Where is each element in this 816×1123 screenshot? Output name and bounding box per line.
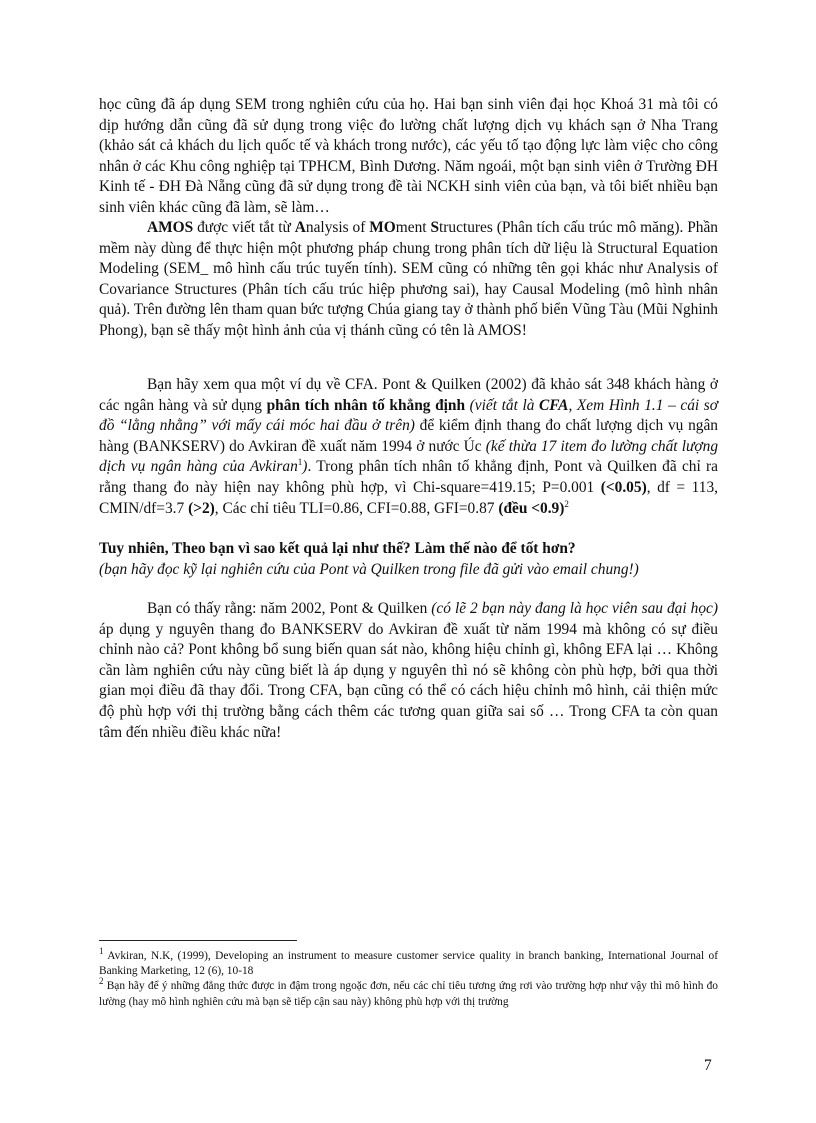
paragraph-cfa-example	[99, 375, 718, 519]
text-run: . Trong phân tích nhân tố khẳng định, Pont và Quilken đã chỉ ra rằng thang đo này hiện nay không phù hợp, vì Chi-square=419.15; P=0.001	[99, 458, 718, 496]
amos-term: AMOS	[147, 219, 194, 236]
paragraph-sem-usage	[99, 95, 718, 219]
paragraph-text: học cũng đã áp dụng SEM trong nghiên cứu của họ. Hai bạn sinh viên đại học Khoá 31 mà tôi có dịp hướng dẫn cũng đã sử dụng trong việc đo lường chất lượng dịch vụ khách sạn ở Nha Trang (khảo sát cả khách du lịch quốc tế và khách trong nước), các yếu tố tạo động lực làm việc cho công nhân ở các Khu công nghiệp tại TPHCM, Bình Dương. Năm ngoái, một bạn sinh viên ở Trường ĐH Kinh tế - ĐH Đà Nẵng cũng đã sử dụng trong đề tài NCKH sinh viên của bạn, và tôi biết nhiều bạn sinh viên khác cũng đã làm, sẽ làm…	[99, 96, 718, 216]
bold-value: (đều <0.9)	[498, 499, 565, 517]
text-run: được viết tắt từ	[193, 219, 295, 236]
acronym-letter: MO	[369, 219, 396, 236]
footnotes	[99, 946, 718, 1010]
italic-run: (có lẽ 2 bạn này đang là học viên sau đại học)	[431, 600, 718, 617]
question-block	[99, 539, 718, 580]
footnote-mark: 2	[99, 976, 104, 987]
acronym-letter: S	[430, 219, 439, 236]
text-run: áp dụng y nguyên thang đo BANKSERV do Avkiran đề xuất từ năm 1994 mà không có sự điều chỉnh nào cả? Pont không bổ sung biến quan sát nào, không hiệu chỉnh gì, không EFA lại … Không cần làm nghiên cứu này cũng biết là áp dụng y nguyên thì nó sẽ không còn phù hợp, bởi qua thời gian mọi điều đã thay đổi. Trong CFA, bạn cũng có thể có cách hiệu chỉnh mô hình, cải thiện mức độ phù hợp với thị trường bằng cách thêm các tương quan giữa sai số … Trong CFA ta còn quan tâm đến nhiều điều khác nữa!	[99, 620, 718, 741]
acronym-letter: A	[294, 219, 306, 236]
text-run: ment	[395, 219, 431, 236]
cfa-abbrev: CFA	[539, 396, 569, 414]
bold-value: (<0.05)	[600, 478, 647, 496]
paragraph-discussion	[99, 599, 718, 743]
text-run: nalysis of	[305, 219, 370, 236]
paragraph-amos-definition	[99, 218, 718, 342]
text-run: , df = 113, CMIN/df=3.7	[99, 478, 718, 517]
footnote-ref[interactable]: 1	[297, 457, 303, 468]
footnote-2	[99, 976, 718, 1009]
italic-run: (kế thừa 17 item đo lường chất lượng dịch vụ ngân hàng của Avkiran	[99, 437, 719, 476]
footnote-ref[interactable]: 2	[564, 498, 569, 509]
text-run: để kiểm định thang đo chất lượng dịch vụ ngân hàng (BANKSERV) do Avkiran đề xuất năm 1994 ở nước Úc	[99, 417, 718, 455]
footnote-text: Bạn hãy để ý những đẳng thức được in đậm trong ngoặc đơn, nếu các chỉ tiêu tương ứng rơi vào trường hợp như vậy thì mô hình đo lường (hay mô hình nghiên cứu mà bạn sẽ tiếp cận sau này) không phù hợp với thị trường	[99, 980, 718, 1008]
footnote-text: Avkiran, N.K, (1999), Developing an instrument to measure customer service quality in branch banking, International Journal of Banking Marketing, 12 (6), 10-18	[99, 950, 718, 978]
italic-run: )	[302, 458, 308, 476]
text-run: tructures (Phân tích cấu trúc mô măng). Phần mềm này dùng để thực hiện một phương pháp chung trong phân tích dữ liệu là Structural Equation Modeling (SEM_ mô hình cấu trúc tuyến tính). SEM cũng có những tên gọi khác như Analysis of Covariance Structures (Phân tích cấu trúc hiệp phương sai), hay Causal Modeling (mô hình nhân quả). Trên đường lên tham quan bức tượng Chúa giang tay ở thành phố biển Vũng Tàu (Mũi Nghinh Phong), bạn sẽ thấy một hình ảnh của vị thánh cũng có tên là AMOS!	[99, 219, 718, 339]
text-run: Bạn hãy xem qua một ví dụ về CFA. Pont & Quilken (2002) đã khảo sát 348 khách hàng ở các ngân hàng và sử dụng	[99, 376, 718, 414]
footnote-divider	[99, 940, 297, 941]
footnote-1	[99, 946, 718, 979]
footnote-mark: 1	[99, 946, 104, 957]
question-heading: Tuy nhiên, Theo bạn vì sao kết quả lại như thế? Làm thế nào để tốt hơn?	[99, 540, 576, 557]
bold-value: (>2)	[188, 499, 215, 517]
page-number: 7	[704, 1057, 712, 1074]
cfa-term: phân tích nhân tố khẳng định	[266, 396, 466, 414]
question-subheading: (bạn hãy đọc kỹ lại nghiên cứu của Pont và Quilken trong file đã gửi vào email chung!)	[99, 560, 639, 578]
text-run: , Các chỉ tiêu TLI=0.86, CFI=0.88, GFI=0.87	[214, 499, 499, 517]
text-run: Bạn có thấy rằng: năm 2002, Pont & Quilken	[147, 600, 432, 617]
italic-run: (viết tắt là	[465, 396, 540, 414]
italic-run: , Xem Hình 1.1 – cái sơ đồ “lằng nhằng” với mấy cái móc hai đầu ở trên)	[99, 396, 718, 435]
